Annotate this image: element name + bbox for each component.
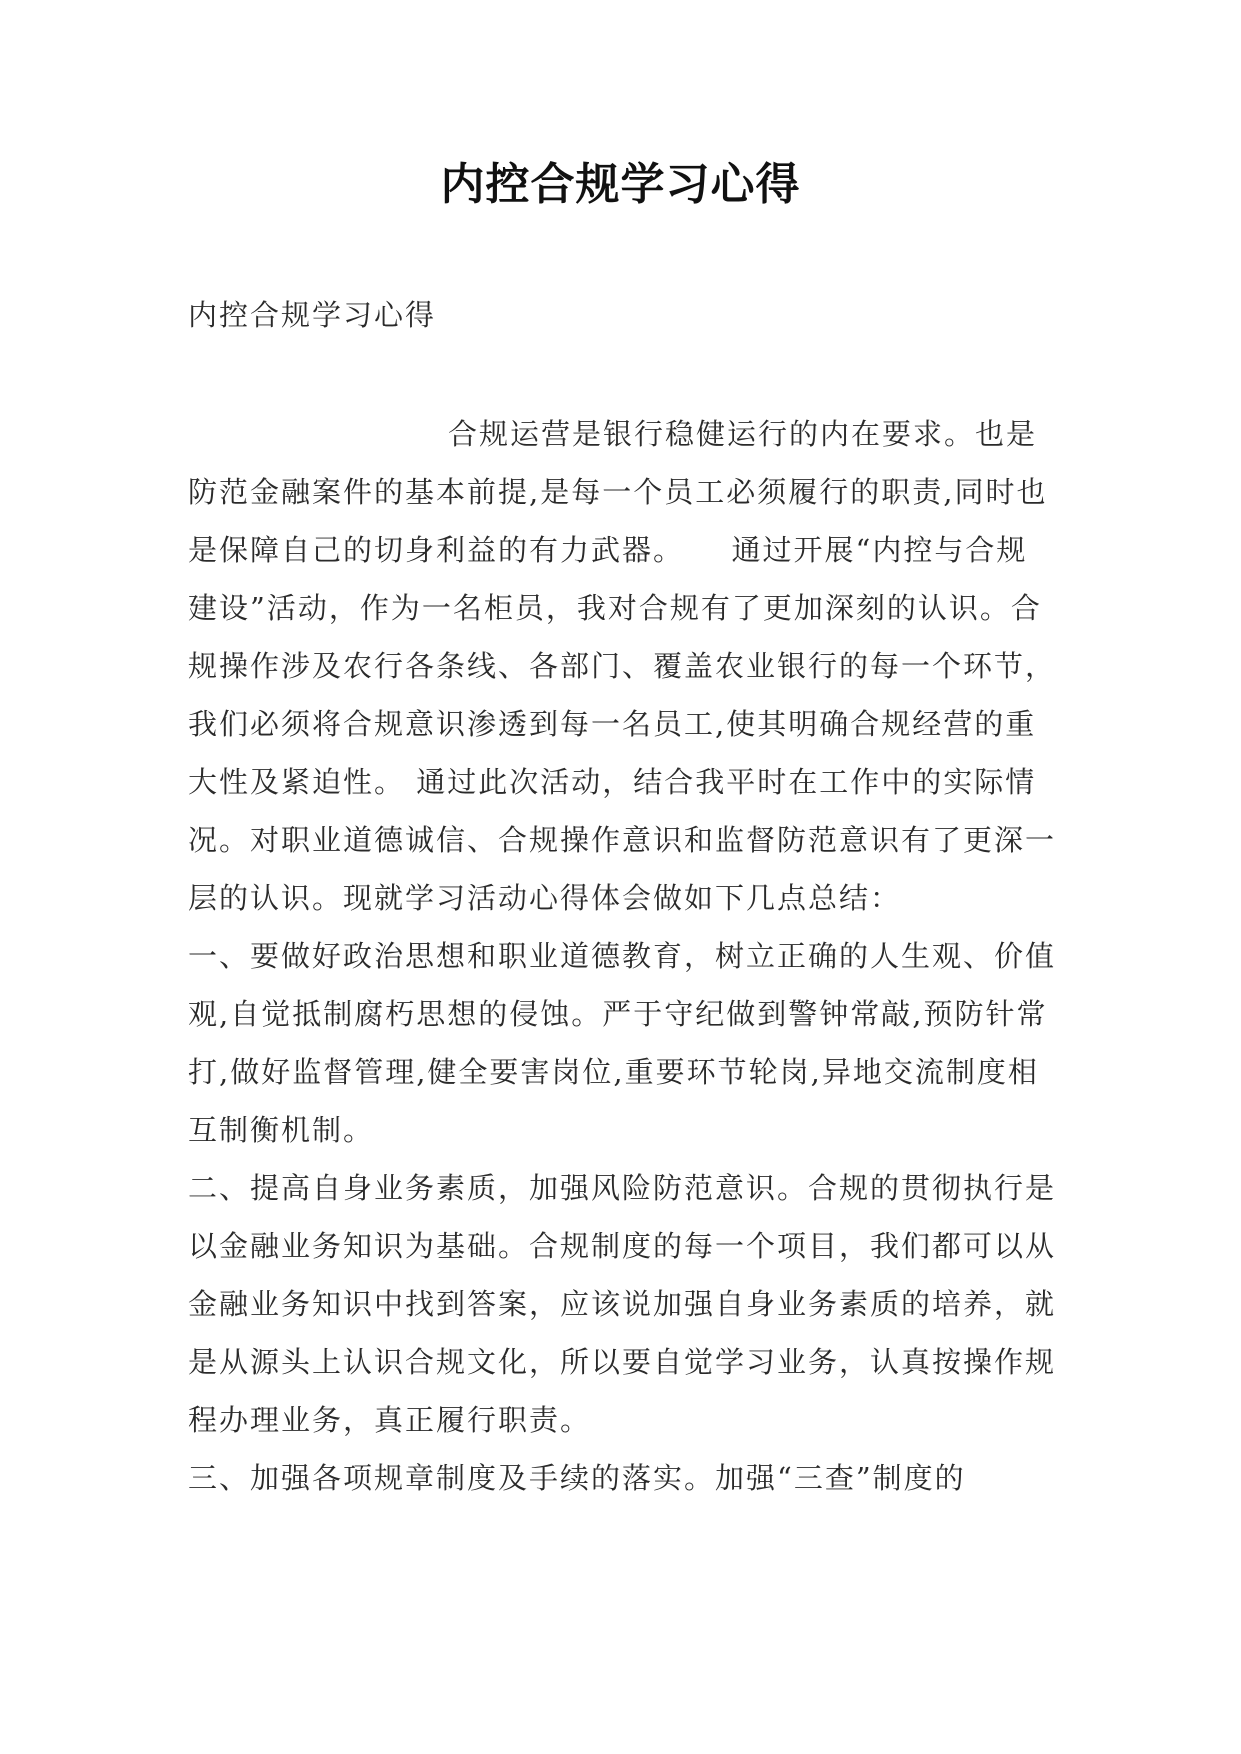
paragraph-point-3: 三、加强各项规章制度及手续的落实。加强“三查”制度的 — [188, 1461, 966, 1495]
paragraph-point-1: 一、要做好政治思想和职业道德教育，树立正确的人生观、价值观,自觉抵制腐朽思想的侵蚀。严于守纪做到警钟常敲,预防针常打,做好监督管理,健全要害岗位,重要环节轮岗,异地交流制度相互制衡机制。 — [188, 939, 1057, 1147]
document-subtitle: 内控合规学习心得 — [188, 298, 437, 332]
paragraph-point-2: 二、提高自身业务素质，加强风险防范意识。合规的贯彻执行是以金融业务知识为基础。合规制度的每一个项目，我们都可以从金融业务知识中找到答案，应该说加强自身业务素质的培养，就是从源头上认识合规文化，所以要自觉学习业务，认真按操作规程办理业务，真正履行职责。 — [188, 1171, 1057, 1437]
document-title: 内控合规学习心得 — [440, 159, 801, 210]
document-body — [188, 405, 1058, 1507]
paragraph-intro: 合规运营是银行稳健运行的内在要求。也是防范金融案件的基本前提,是每一个员工必须履行的职责,同时也是保障自己的切身利益的有力武器。 通过开展“内控与合规建设”活动，作为一名柜员，我对合规有了更加深刻的认识。合规操作涉及农行各条线、各部门、覆盖农业银行的每一个环节，我们必须将合规意识渗透到每一名员工,使其明确合规经营的重大性及紧迫性。 通过此次活动，结合我平时在工作中的实际情况。对职业道德诚信、合规操作意识和监督防范意识有了更深一层的认识。现就学习活动心得体会做如下几点总结： — [188, 417, 1057, 915]
